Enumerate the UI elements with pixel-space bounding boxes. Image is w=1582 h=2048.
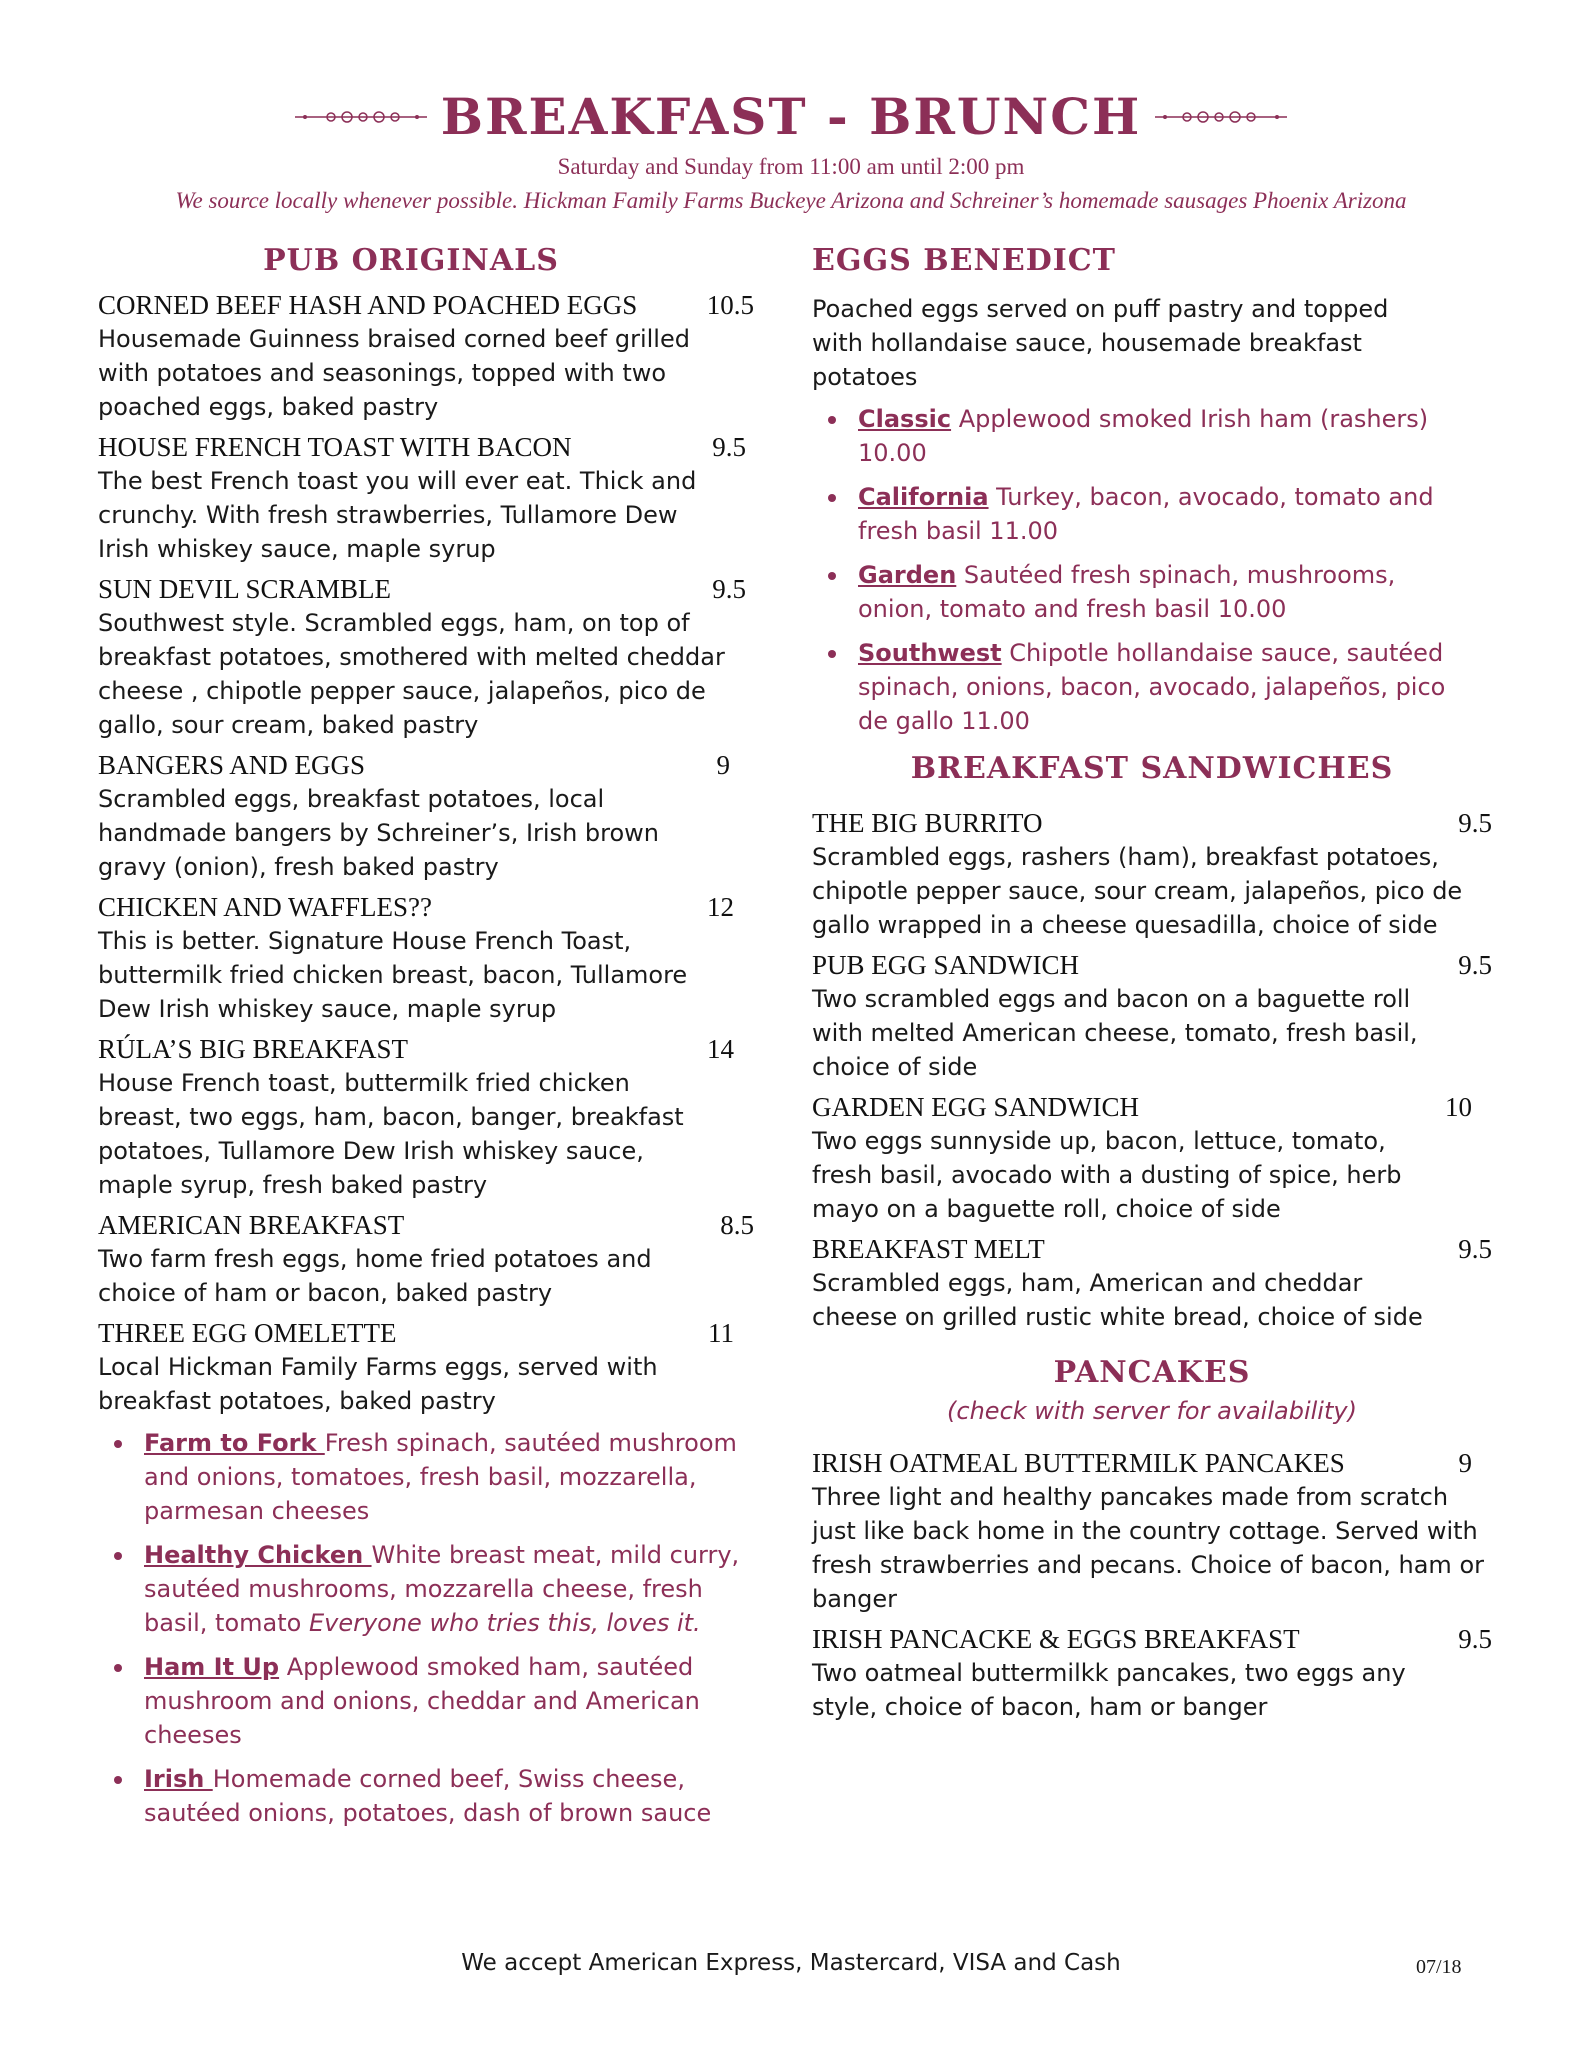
- item-price: 8.5: [720, 1210, 754, 1240]
- item-name: PUB EGG SANDWICH: [812, 950, 1080, 980]
- list-item: [858, 402, 1462, 470]
- list-item: [144, 1426, 754, 1528]
- option-name: Southwest: [858, 639, 1002, 667]
- item-price: 9.5: [712, 574, 746, 604]
- list-item: [858, 636, 1462, 738]
- list-item: [858, 558, 1462, 626]
- item-price: 9: [716, 750, 730, 780]
- left-column: [98, 240, 754, 1840]
- item-name: GARDEN EGG SANDWICH: [812, 1092, 1139, 1122]
- item-price: 9: [1458, 1448, 1472, 1478]
- item-price: 9.5: [1458, 808, 1492, 838]
- option-name: Farm to Fork: [144, 1429, 325, 1457]
- page-title: BREAKFAST - BRUNCH: [440, 87, 1142, 146]
- menu-item: [812, 1446, 1492, 1616]
- item-name: THREE EGG OMELETTE: [98, 1318, 397, 1348]
- section-title-pancakes: PANCAKES: [1053, 1355, 1251, 1390]
- menu-item: [98, 748, 754, 884]
- menu-item: [98, 1032, 754, 1202]
- option-description: Turkey, bacon, avocado, tomato and fresh basil 11.00: [858, 483, 1434, 545]
- sourcing-note: We source locally whenever possible. Hickman Family Farms Buckeye Arizona and Schreiner’s homemade sausages Phoenix Arizona: [175, 188, 1407, 213]
- menu-item: [812, 1090, 1492, 1226]
- menu-item: [98, 572, 754, 742]
- omelette-options-list: [98, 1426, 754, 1830]
- item-price: 9.5: [1458, 1234, 1492, 1264]
- item-description: Two farm fresh eggs, home fried potatoes and choice of ham or bacon, baked pastry: [98, 1245, 652, 1307]
- availability-note: (check with server for availability): [947, 1397, 1357, 1425]
- option-name: Healthy Chicken: [144, 1541, 372, 1569]
- menu-item: [98, 1208, 754, 1310]
- title-row: [0, 82, 1582, 152]
- option-description: Homemade corned beef, Swiss cheese, sautéed onions, potatoes, dash of brown sauce: [144, 1765, 712, 1827]
- service-hours: Saturday and Sunday from 11:00 am until 2:00 pm: [557, 154, 1025, 179]
- item-price: 14: [707, 1034, 734, 1064]
- menu-item: [98, 430, 754, 566]
- item-description: Local Hickman Family Farms eggs, served with breakfast potatoes, baked pastry: [98, 1353, 658, 1415]
- option-description: Chipotle hollandaise sauce, sautéed spinach, onions, bacon, avocado, jalapeños, pico de gallo 11.00: [858, 639, 1446, 735]
- option-name: California: [858, 483, 989, 511]
- list-item: [144, 1538, 754, 1640]
- option-name: Ham It Up: [144, 1653, 280, 1681]
- option-name: Irish: [144, 1765, 213, 1793]
- option-description: Applewood smoked Irish ham (rashers) 10.00: [858, 405, 1429, 467]
- item-name: HOUSE FRENCH TOAST WITH BACON: [98, 432, 572, 462]
- item-name: CHICKEN AND WAFFLES??: [98, 892, 433, 922]
- item-price: 10.5: [706, 290, 754, 320]
- menu-item: [812, 806, 1492, 942]
- item-name: THE BIG BURRITO: [812, 808, 1043, 838]
- item-price: 12: [707, 892, 734, 922]
- flourish-left-icon: [295, 107, 427, 127]
- item-name: BREAKFAST MELT: [812, 1234, 1045, 1264]
- item-description: Two oatmeal buttermilkk pancakes, two eggs any style, choice of bacon, ham or banger: [812, 1659, 1406, 1721]
- menu-item: [812, 1232, 1492, 1334]
- item-name: IRISH OATMEAL BUTTERMILK PANCAKES: [812, 1448, 1345, 1478]
- item-description: Scrambled eggs, ham, American and cheddar cheese on grilled rustic white bread, choice of side: [812, 1269, 1423, 1331]
- item-description: Scrambled eggs, rashers (ham), breakfast potatoes, chipotle pepper sauce, sour cream, jalapeños, pico de gallo wrapped in a cheese quesadilla, choice of side: [812, 843, 1463, 939]
- option-name: Classic: [858, 405, 952, 433]
- menu-header: [0, 82, 1582, 214]
- menu-item: [98, 1316, 754, 1418]
- option-description: Sautéed fresh spinach, mushrooms, onion, tomato and fresh basil 10.00: [858, 561, 1396, 623]
- item-description: Southwest style. Scrambled eggs, ham, on top of breakfast potatoes, smothered with melted cheddar cheese , chipotle pepper sauce, jalapeños, pico de gallo, sour cream, baked pastry: [98, 609, 725, 739]
- option-description: Fresh spinach, sautéed mushroom and onions, tomatoes, fresh basil, mozzarella, parmesan cheeses: [144, 1429, 737, 1525]
- section-title-breakfast-sandwiches: BREAKFAST SANDWICHES: [910, 751, 1394, 786]
- menu-item: [98, 890, 754, 1026]
- item-description: This is better. Signature House French Toast, buttermilk fried chicken breast, bacon, Tullamore Dew Irish whiskey sauce, maple syrup: [98, 927, 688, 1023]
- item-description: Two scrambled eggs and bacon on a baguette roll with melted American cheese, tomato, fresh basil, choice of side: [812, 985, 1418, 1081]
- menu-item: [98, 288, 754, 424]
- option-description: White breast meat, mild curry, sautéed mushrooms, mozzarella cheese, fresh basil, tomato: [144, 1541, 740, 1637]
- option-note: Everyone who tries this, loves it.: [308, 1609, 701, 1637]
- item-description: Three light and healthy pancakes made from scratch just like back home in the country cottage. Served with fresh strawberries and pecans. Choice of bacon, ham or banger: [812, 1483, 1484, 1613]
- item-price: 9.5: [1458, 950, 1492, 980]
- item-name: RÚLA’S BIG BREAKFAST: [98, 1034, 409, 1064]
- item-name: SUN DEVIL SCRAMBLE: [98, 574, 392, 604]
- menu-item: [812, 1622, 1492, 1724]
- item-description: Housemade Guinness braised corned beef grilled with potatoes and seasonings, topped with two poached eggs, baked pastry: [98, 325, 690, 421]
- item-description: Two eggs sunnyside up, bacon, lettuce, tomato, fresh basil, avocado with a dusting of spice, herb mayo on a baguette roll, choice of side: [812, 1127, 1402, 1223]
- right-column: [812, 240, 1492, 1724]
- item-price: 11: [708, 1318, 734, 1348]
- item-description: The best French toast you will ever eat. Thick and crunchy. With fresh strawberries, Tullamore Dew Irish whiskey sauce, maple syrup: [98, 467, 697, 563]
- flourish-right-icon: [1155, 107, 1287, 127]
- list-item: [858, 480, 1462, 548]
- option-description: Applewood smoked ham, sautéed mushroom and onions, cheddar and American cheeses: [144, 1653, 700, 1749]
- item-name: IRISH PANCACKE & EGGS BREAKFAST: [812, 1624, 1300, 1654]
- item-price: 10: [1445, 1092, 1472, 1122]
- item-price: 9.5: [1458, 1624, 1492, 1654]
- list-item: [144, 1650, 754, 1752]
- list-item: [144, 1762, 754, 1830]
- section-intro: Poached eggs served on puff pastry and topped with hollandaise sauce, housemade breakfast potatoes: [812, 295, 1389, 391]
- section-title-pub-originals: PUB ORIGINALS: [263, 243, 559, 278]
- item-description: Scrambled eggs, breakfast potatoes, local handmade bangers by Schreiner’s, Irish brown gravy (onion), fresh baked pastry: [98, 785, 659, 881]
- menu-item: [812, 948, 1492, 1084]
- section-title-eggs-benedict: EGGS BENEDICT: [812, 243, 1116, 278]
- item-name: BANGERS AND EGGS: [98, 750, 366, 780]
- item-name: CORNED BEEF HASH AND POACHED EGGS: [98, 290, 638, 320]
- option-name: Garden: [858, 561, 957, 589]
- payment-note: We accept American Express, Mastercard, VISA and Cash: [461, 1950, 1121, 1976]
- item-name: AMERICAN BREAKFAST: [98, 1210, 405, 1240]
- item-description: House French toast, buttermilk fried chicken breast, two eggs, ham, bacon, banger, breakfast potatoes, Tullamore Dew Irish whiskey sauce, maple syrup, fresh baked pastry: [98, 1069, 684, 1199]
- benedict-options-list: [812, 402, 1492, 738]
- item-price: 9.5: [712, 432, 746, 462]
- menu-date: 07/18: [1416, 1956, 1462, 1978]
